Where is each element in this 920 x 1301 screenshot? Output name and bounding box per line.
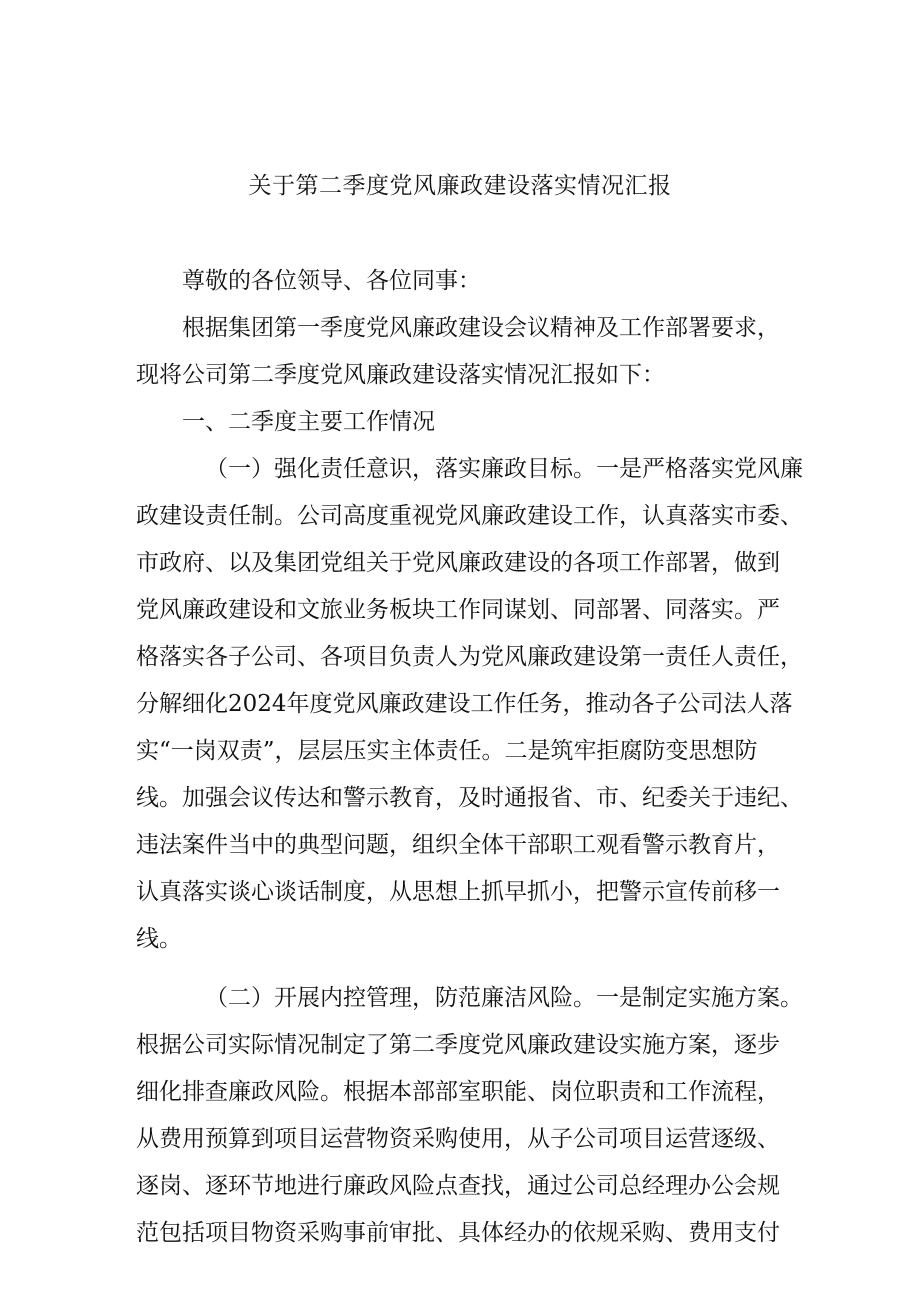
paragraph-line: 逐岗、逐环节地进行廉政风险点查找，通过公司总经理办公会规 <box>136 1173 780 1199</box>
paragraph-line: （二）开展内控管理，防范廉洁风险。一是制定实施方案。 <box>205 985 803 1011</box>
paragraph-line: 违法案件当中的典型问题，组织全体干部职工观看警示教育片， <box>136 832 780 858</box>
paragraph-line: 格落实各子公司、各项目负责人为党风廉政建设第一责任人责任， <box>136 644 803 670</box>
document-body <box>136 258 803 1257</box>
intro-line: 现将公司第二季度党风廉政建设落实情况汇报如下： <box>136 362 665 388</box>
paragraph-line: 市政府、以及集团党组关于党风廉政建设的各项工作部署，做到 <box>136 550 780 576</box>
paragraph-line: 实“一岗双责”，层层压实主体责任。二是筑牢拒腐防变思想防 <box>136 738 758 764</box>
paragraph-line: 党风廉政建设和文旅业务板块工作同谋划、同部署、同落实。严 <box>136 597 780 623</box>
paragraph-line: 线。 <box>136 926 182 952</box>
paragraph-line: 认真落实谈心谈话制度，从思想上抓早抓小，把警示宣传前移一 <box>136 879 780 905</box>
paragraph-line: 线。加强会议传达和警示教育，及时通报省、市、纪委关于违纪、 <box>136 785 803 811</box>
paragraph-gap <box>136 963 798 975</box>
paragraph-line: （一）强化责任意识，落实廉政目标。一是严格落实党风廉 <box>205 456 803 482</box>
intro-line: 根据集团第一季度党风廉政建设会议精神及工作部署要求， <box>182 315 780 341</box>
section-heading: 一、二季度主要工作情况 <box>182 409 435 435</box>
paragraph-line: 政建设责任制。公司高度重视党风廉政建设工作，认真落实市委、 <box>136 503 803 529</box>
document-title: 关于第二季度党风廉政建设落实情况汇报 <box>248 173 672 199</box>
paragraph-line: 细化排查廉政风险。根据本部部室职能、岗位职责和工作流程， <box>136 1079 780 1105</box>
paragraph-line: 分解细化2024年度党风廉政建设工作任务，推动各子公司法人落 <box>136 691 793 717</box>
salutation: 尊敬的各位领导、各位同事： <box>182 268 481 294</box>
paragraph-line: 范包括项目物资采购事前审批、具体经办的依规采购、费用支付 <box>136 1220 780 1246</box>
paragraph-line: 从费用预算到项目运营物资采购使用，从子公司项目运营逐级、 <box>136 1126 780 1152</box>
paragraph-line: 根据公司实际情况制定了第二季度党风廉政建设实施方案，逐步 <box>136 1032 780 1058</box>
